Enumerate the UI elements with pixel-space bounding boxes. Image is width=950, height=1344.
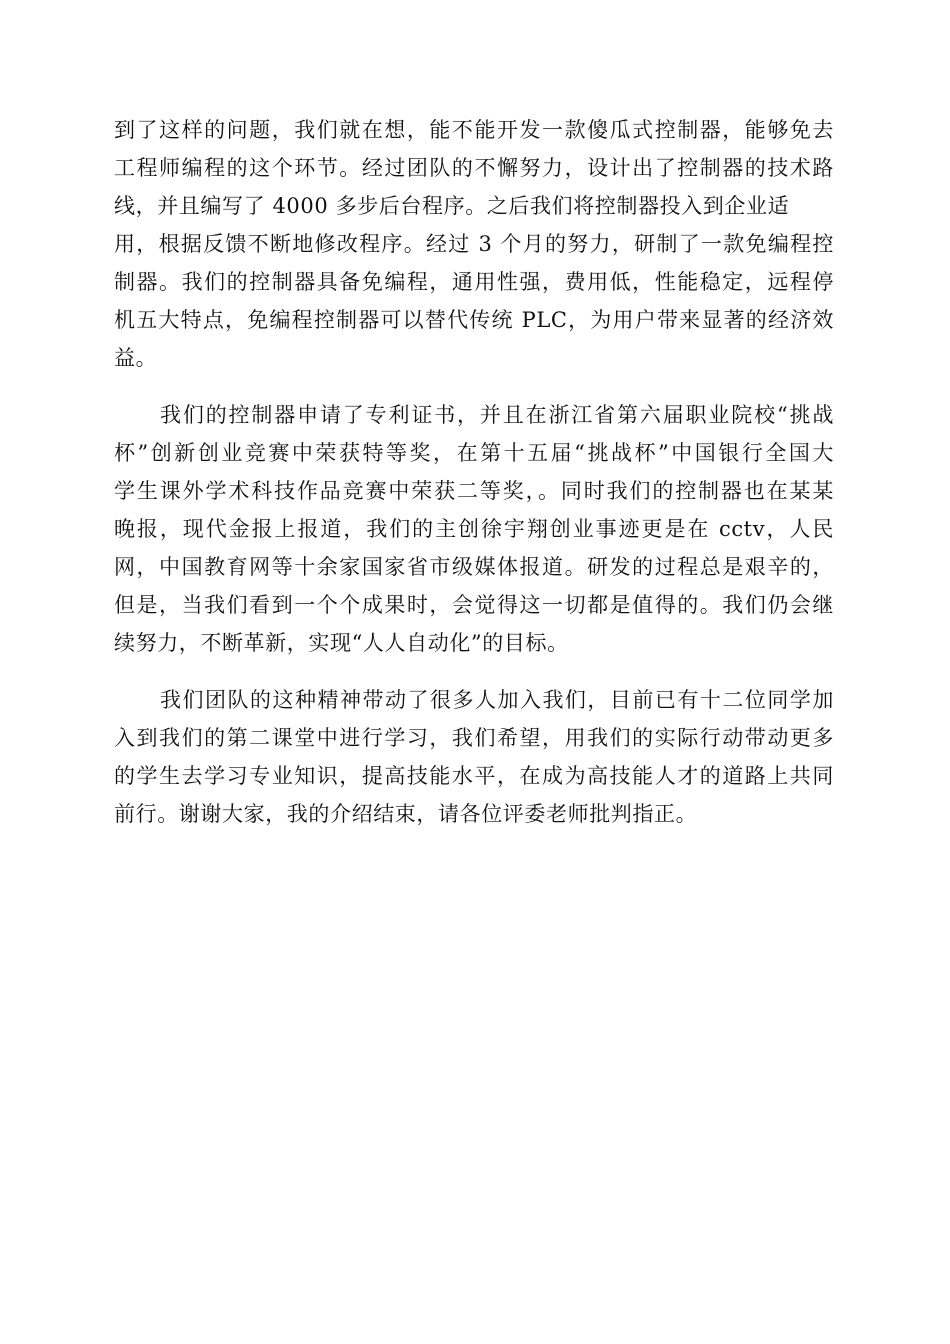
text-line: 前行。谢谢大家，我的介绍结束，请各位评委老师批判指正。 (114, 802, 698, 826)
text-line: 到了这样的问题，我们就在想，能不能开发一款傻瓜式控制器，能够免去 (114, 118, 834, 142)
text-line: 网，中国教育网等十余家国家省市级媒体报道。研发的过程总是艰辛的， (114, 555, 834, 579)
text-line: 杯”创新创业竞赛中荣获特等奖，在第十五届“挑战杯”中国银行全国大 (114, 441, 834, 465)
text-line: 益。 (114, 346, 158, 370)
text-line: 但是，当我们看到一个个成果时，会觉得这一切都是值得的。我们仍会继 (114, 593, 834, 617)
text-line: 我们团队的这种精神带动了很多人加入我们，目前已有十二位同学加 (160, 688, 834, 712)
text-line: 用，根据反馈不断地修改程序。经过 3 个月的努力，研制了一款免编程控 (114, 232, 834, 256)
text-line: 学生课外学术科技作品竞赛中荣获二等奖，。同时我们的控制器也在某某 (114, 479, 834, 503)
text-line: 制器。我们的控制器具备免编程，通用性强，费用低，性能稳定，远程停 (114, 270, 834, 294)
text-line: 我们的控制器申请了专利证书，并且在浙江省第六届职业院校“挑战 (160, 403, 834, 427)
text-line: 续努力，不断革新，实现“人人自动化”的目标。 (114, 631, 569, 655)
text-line: 晚报，现代金报上报道，我们的主创徐宇翔创业事迹更是在 cctv，人民 (114, 517, 834, 541)
text-line: 的学生去学习专业知识，提高技能水平，在成为高技能人才的道路上共同 (114, 764, 834, 788)
text-line: 线，并且编写了 4000 多步后台程序。之后我们将控制器投入到企业适 (114, 194, 790, 218)
text-line: 工程师编程的这个环节。经过团队的不懈努力，设计出了控制器的技术路 (114, 156, 834, 180)
text-line: 入到我们的第二课堂中进行学习，我们希望，用我们的实际行动带动更多 (114, 726, 834, 750)
text-line: 机五大特点，免编程控制器可以替代传统 PLC，为用户带来显著的经济效 (114, 308, 834, 332)
